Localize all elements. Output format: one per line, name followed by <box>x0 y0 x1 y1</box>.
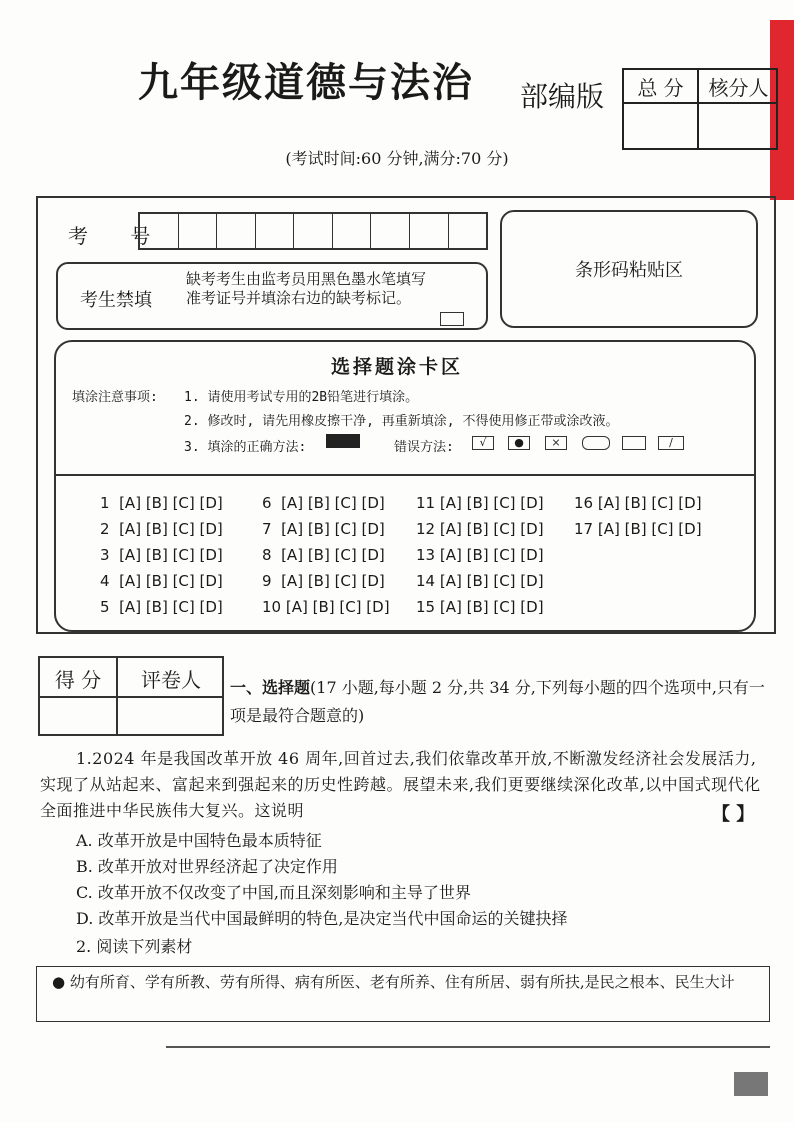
page-title: 九年级道德与法治 <box>138 59 474 106</box>
wrong-mark-check: √ <box>472 436 494 450</box>
bottom-rule <box>166 1046 770 1048</box>
exam-number-grid[interactable] <box>138 212 488 250</box>
answer-bracket: 【 】 <box>712 804 755 825</box>
exam-number-label: 考 号 <box>68 224 169 248</box>
material-text: ● 幼有所育、学有所教、劳有所得、病有所医、老有所养、住有所居、弱有所扶,是民之根本、民生大计 <box>52 973 735 991</box>
answer-item[interactable]: 7 [A] [B] [C] [D] <box>262 520 385 538</box>
exam-number-cell[interactable] <box>294 214 333 248</box>
wrong-mark-cross: × <box>545 436 567 450</box>
section-heading <box>230 674 778 730</box>
answer-item[interactable]: 15 [A] [B] [C] [D] <box>416 598 544 616</box>
option-a: A. 改革开放是中国特色最本质特征 <box>76 831 322 850</box>
forbid-label: 考生禁填 <box>80 290 152 311</box>
checker-header: 核分人 <box>708 76 769 100</box>
option-d: D. 改革开放是当代中国最鲜明的特色,是决定当代中国命运的关键抉择 <box>76 909 568 928</box>
note-3: 3. 填涂的正确方法: <box>184 440 307 455</box>
exam-number-cell[interactable] <box>333 214 372 248</box>
barcode-area <box>500 210 758 328</box>
question-2-stem: 2. 阅读下列素材 <box>76 937 193 956</box>
choice-card-divider <box>56 474 754 476</box>
barcode-area-label: 条形码粘贴区 <box>575 260 683 281</box>
answer-item[interactable]: 17 [A] [B] [C] [D] <box>574 520 702 538</box>
exam-number-cell[interactable] <box>371 214 410 248</box>
total-score-header: 总 分 <box>637 76 684 100</box>
exam-number-cell[interactable] <box>140 214 179 248</box>
redacted-mark <box>734 1072 768 1096</box>
answer-item[interactable]: 5 [A] [B] [C] [D] <box>100 598 223 616</box>
answer-item[interactable]: 10 [A] [B] [C] [D] <box>262 598 390 616</box>
answer-item[interactable]: 16 [A] [B] [C] [D] <box>574 494 702 512</box>
exam-number-cell[interactable] <box>179 214 218 248</box>
option-b: B. 改革开放对世界经济起了决定作用 <box>76 857 338 876</box>
wrong-mark-oval <box>582 436 610 450</box>
choice-card-title: 选择题涂卡区 <box>330 356 463 378</box>
grading-table <box>38 656 224 736</box>
answer-item[interactable]: 4 [A] [B] [C] [D] <box>100 572 223 590</box>
exam-number-cell[interactable] <box>449 214 487 248</box>
exam-number-cell[interactable] <box>410 214 449 248</box>
exam-number-cell[interactable] <box>217 214 256 248</box>
answer-item[interactable]: 12 [A] [B] [C] [D] <box>416 520 544 538</box>
section-title: 一、选择题 <box>230 678 311 697</box>
edition-label: 部编版 <box>520 80 605 113</box>
answer-item[interactable]: 2 [A] [B] [C] [D] <box>100 520 223 538</box>
score-header: 得 分 <box>54 668 102 692</box>
forbid-instructions: 缺考考生由监考员用黑色墨水笔填写准考证号并填涂右边的缺考标记。 <box>186 270 427 307</box>
answer-item[interactable]: 11 [A] [B] [C] [D] <box>416 494 544 512</box>
exam-number-cell[interactable] <box>256 214 295 248</box>
note-2: 2. 修改时, 请先用橡皮擦干净, 再重新填涂, 不得使用修正带或涂改液。 <box>184 414 619 429</box>
answer-item[interactable]: 1 [A] [B] [C] [D] <box>100 494 223 512</box>
answer-item[interactable]: 13 [A] [B] [C] [D] <box>416 546 544 564</box>
option-c: C. 改革开放不仅改变了中国,而且深刻影响和主导了世界 <box>76 883 471 902</box>
notes-label: 填涂注意事项: <box>72 390 158 405</box>
section-description: (17 小题,每小题 2 分,共 34 分,下列每小题的四个选项中,只有一项是最符合题意的) <box>230 678 765 725</box>
wrong-mark-slash: / <box>658 436 684 450</box>
exam-info: (考试时间:60 分钟,满分:70 分) <box>285 149 509 168</box>
answer-item[interactable]: 9 [A] [B] [C] [D] <box>262 572 385 590</box>
absence-mark-box[interactable] <box>440 312 464 326</box>
correct-fill-sample <box>326 434 360 448</box>
wrong-method-label: 错误方法: <box>394 440 454 455</box>
answer-item[interactable]: 14 [A] [B] [C] [D] <box>416 572 544 590</box>
total-score-table <box>622 68 778 150</box>
grader-header: 评卷人 <box>141 668 201 692</box>
question-1-stem: 1.2024 年是我国改革开放 46 周年,回首过去,我们依靠改革开放,不断激发经济社会发展活力,实现了从站起来、富起来到强起来的历史性跨越。展望未来,我们更要继续深化改革,以中国式现代化全面推进中华民族伟大复兴。这说明 <box>40 749 761 820</box>
answer-item[interactable]: 8 [A] [B] [C] [D] <box>262 546 385 564</box>
note-1: 1. 请使用考试专用的2B铅笔进行填涂。 <box>184 390 419 405</box>
answer-item[interactable]: 6 [A] [B] [C] [D] <box>262 494 385 512</box>
wrong-mark-partial <box>622 436 646 450</box>
answer-item[interactable]: 3 [A] [B] [C] [D] <box>100 546 223 564</box>
wrong-mark-dot: ● <box>508 436 530 450</box>
